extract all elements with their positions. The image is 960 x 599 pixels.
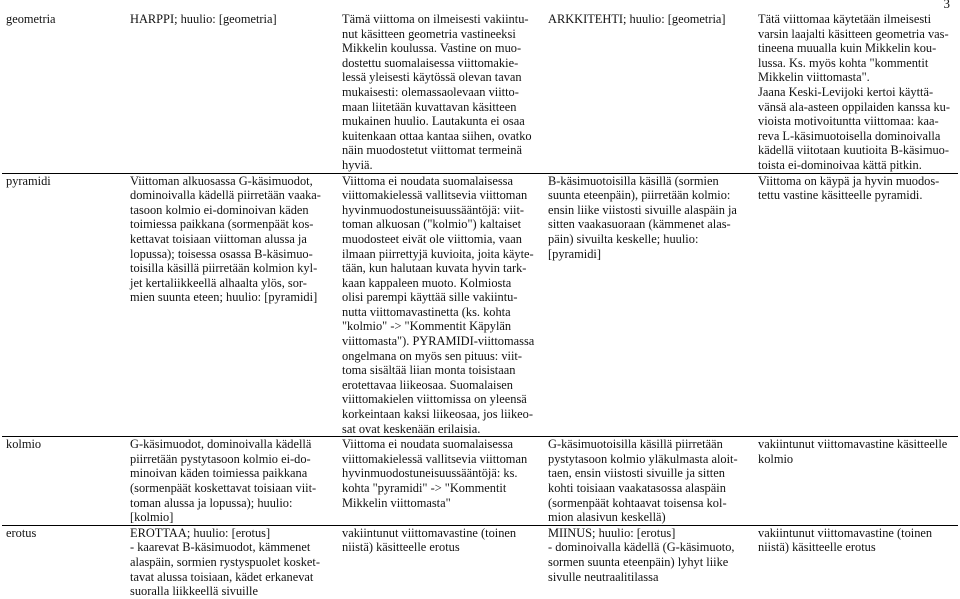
term-cell: erotus [2, 525, 126, 598]
alternative-comment-cell: vakiintunut viittomavastine (toinen niistä) käsitteelle erotus [754, 525, 958, 598]
alternative-comment-cell: Tätä viittomaa käytetään ilmeisesti varsin laajalti käsitteen geometria vas- tineena muualla kuin Mikkelin kou- lussa. Ks. myös kohta "kommentit Mikkelin viittomasta". Jaana Keski-Levijoki kertoi käyttä- vänsä ala-asteen oppilaiden kanssa ku- vioista motivoituntta viittomaa: kaa- reva L-käsimuotoisella dominoivalla kädellä viitotaan kuutioita B-käsimuo- toista ei-dominoivaa kättä pitkin. [758, 12, 950, 172]
term-cell: geometria [6, 12, 56, 26]
terminology-table [2, 12, 958, 599]
alternative-definition-cell: MIINUS; huulio: [erotus] - dominoivalla kädellä (G-käsimuoto, sormen suunta eteenpäin) lyhyt liike sivulle neutraalitilassa [544, 525, 754, 598]
alternative-comment-cell: Viittoma on käypä ja hyvin muodos- tettu vastine käsitteelle pyramidi. [754, 173, 958, 437]
alternative-definition-cell: B-käsimuotoisilla käsillä (sormien suunta eteenpäin), piirretään kolmio: ensin liike viistosti sivuille alaspäin ja sitten vaakasuoraan (kämmenet alas- päin) sivuilta keskelle; huulio: [pyramidi] [544, 173, 754, 437]
table-row [2, 437, 958, 526]
term-cell: kolmio [2, 437, 126, 526]
definition-cell: EROTTAA; huulio: [erotus] - kaarevat B-käsimuodot, kämmenet alaspäin, sormien rystyspuolet kosket- tavat alussa toisiaan, kädet erkanevat suoralla liikkeellä sivuille [126, 525, 338, 598]
definition-cell: G-käsimuodot, dominoivalla kädellä piirretään pystytasoon kolmio ei-do- minoivan käden toimiessa paikkana (sormenpäät koskettavat toisiaan viit- toman alussa ja lopussa); huulio: [kolmio] [126, 437, 338, 526]
term-cell: pyramidi [2, 173, 126, 437]
table-row [2, 173, 958, 437]
comment-cell: vakiintunut viittomavastine (toinen niistä) käsitteelle erotus [338, 525, 544, 598]
comment-cell: Viittoma ei noudata suomalaisessa viittomakielessä vallitsevia viittoman hyvinmuodostuneisuussääntöjä: viit- toman alkuosan ("kolmio") kaltaiset muodosteet eivät ole viittomia, vaan ilmaan piirrettyjä kuvioita, joita käyte- tään, kun halutaan kuvata hyvin tark- kaan kappaleen muoto. Kolmiosta olisi parempi käyttää sille vakiintu- nutta viittomavastinetta (ks. kohta "kolmio" -> "Kommentit Käpylän viittomasta"). PYRAMIDI-viittomassa ongelmana on myös sen pituus: viit- toma sisältää liian monta toisistaan erotettavaa liikeosaa. Suomalaisen viittomakielen viittomissa on yleensä korkeintaan kaksi liikeosaa, jos liikeo- sat ovat keskenään erilaisia. [338, 173, 544, 437]
definition-cell: Viittoman alkuosassa G-käsimuodot, dominoivalla kädellä piirretään vaaka- tasoon kolmio ei-dominoivan käden toimiessa paikkana (sormenpäät kos- kettavat toisiaan viittoman alussa ja lopussa); toisessa osassa B-käsimuo- toisilla käsillä piirretään kolmion kyl- jet kertaliikkeellä alhaalta ylös, sor- mien suunta eteen; huulio: [pyramidi] [126, 173, 338, 437]
comment-cell: Viittoma ei noudata suomalaisessa viittomakielessä vallitsevia viittoman hyvinmuodostuneisuussääntöjä: ks. kohta "pyramidi" -> "Kommentit Mikkelin viittomasta" [338, 437, 544, 526]
comment-cell: Tämä viittoma on ilmeisesti vakiintu- nut käsitteen geometria vastineeksi Mikkelin koulussa. Vastine on muo- dostettu suomalaisessa viittomakie- lessä yleisesti käytössä olevan tavan mukaisesti: olemassaolevaan viitto- maan liitetään kuvattavan käsitteen mukainen huulio. Lautakunta ei osaa kuitenkaan ottaa kantaa siihen, ovatko näin muodostetut viittomat termeinä hyviä. [342, 12, 532, 172]
page-number: 3 [943, 0, 950, 11]
alternative-definition-cell: G-käsimuotoisilla käsillä piirretään pystytasoon kolmio yläkulmasta aloit- taen, ensin viistosti sivuille ja sitten kohti toisiaan vaakatasossa alaspäin (sormenpäät kohtaavat toisensa kol- mion alasivun keskellä) [544, 437, 754, 526]
definition-cell: HARPPI; huulio: [geometria] [130, 12, 277, 26]
alternative-definition-cell: ARKKITEHTI; huulio: [geometria] [548, 12, 726, 26]
table-row [2, 12, 958, 173]
alternative-comment-cell: vakiintunut viittomavastine käsitteelle kolmio [754, 437, 958, 526]
table-row [2, 525, 958, 598]
